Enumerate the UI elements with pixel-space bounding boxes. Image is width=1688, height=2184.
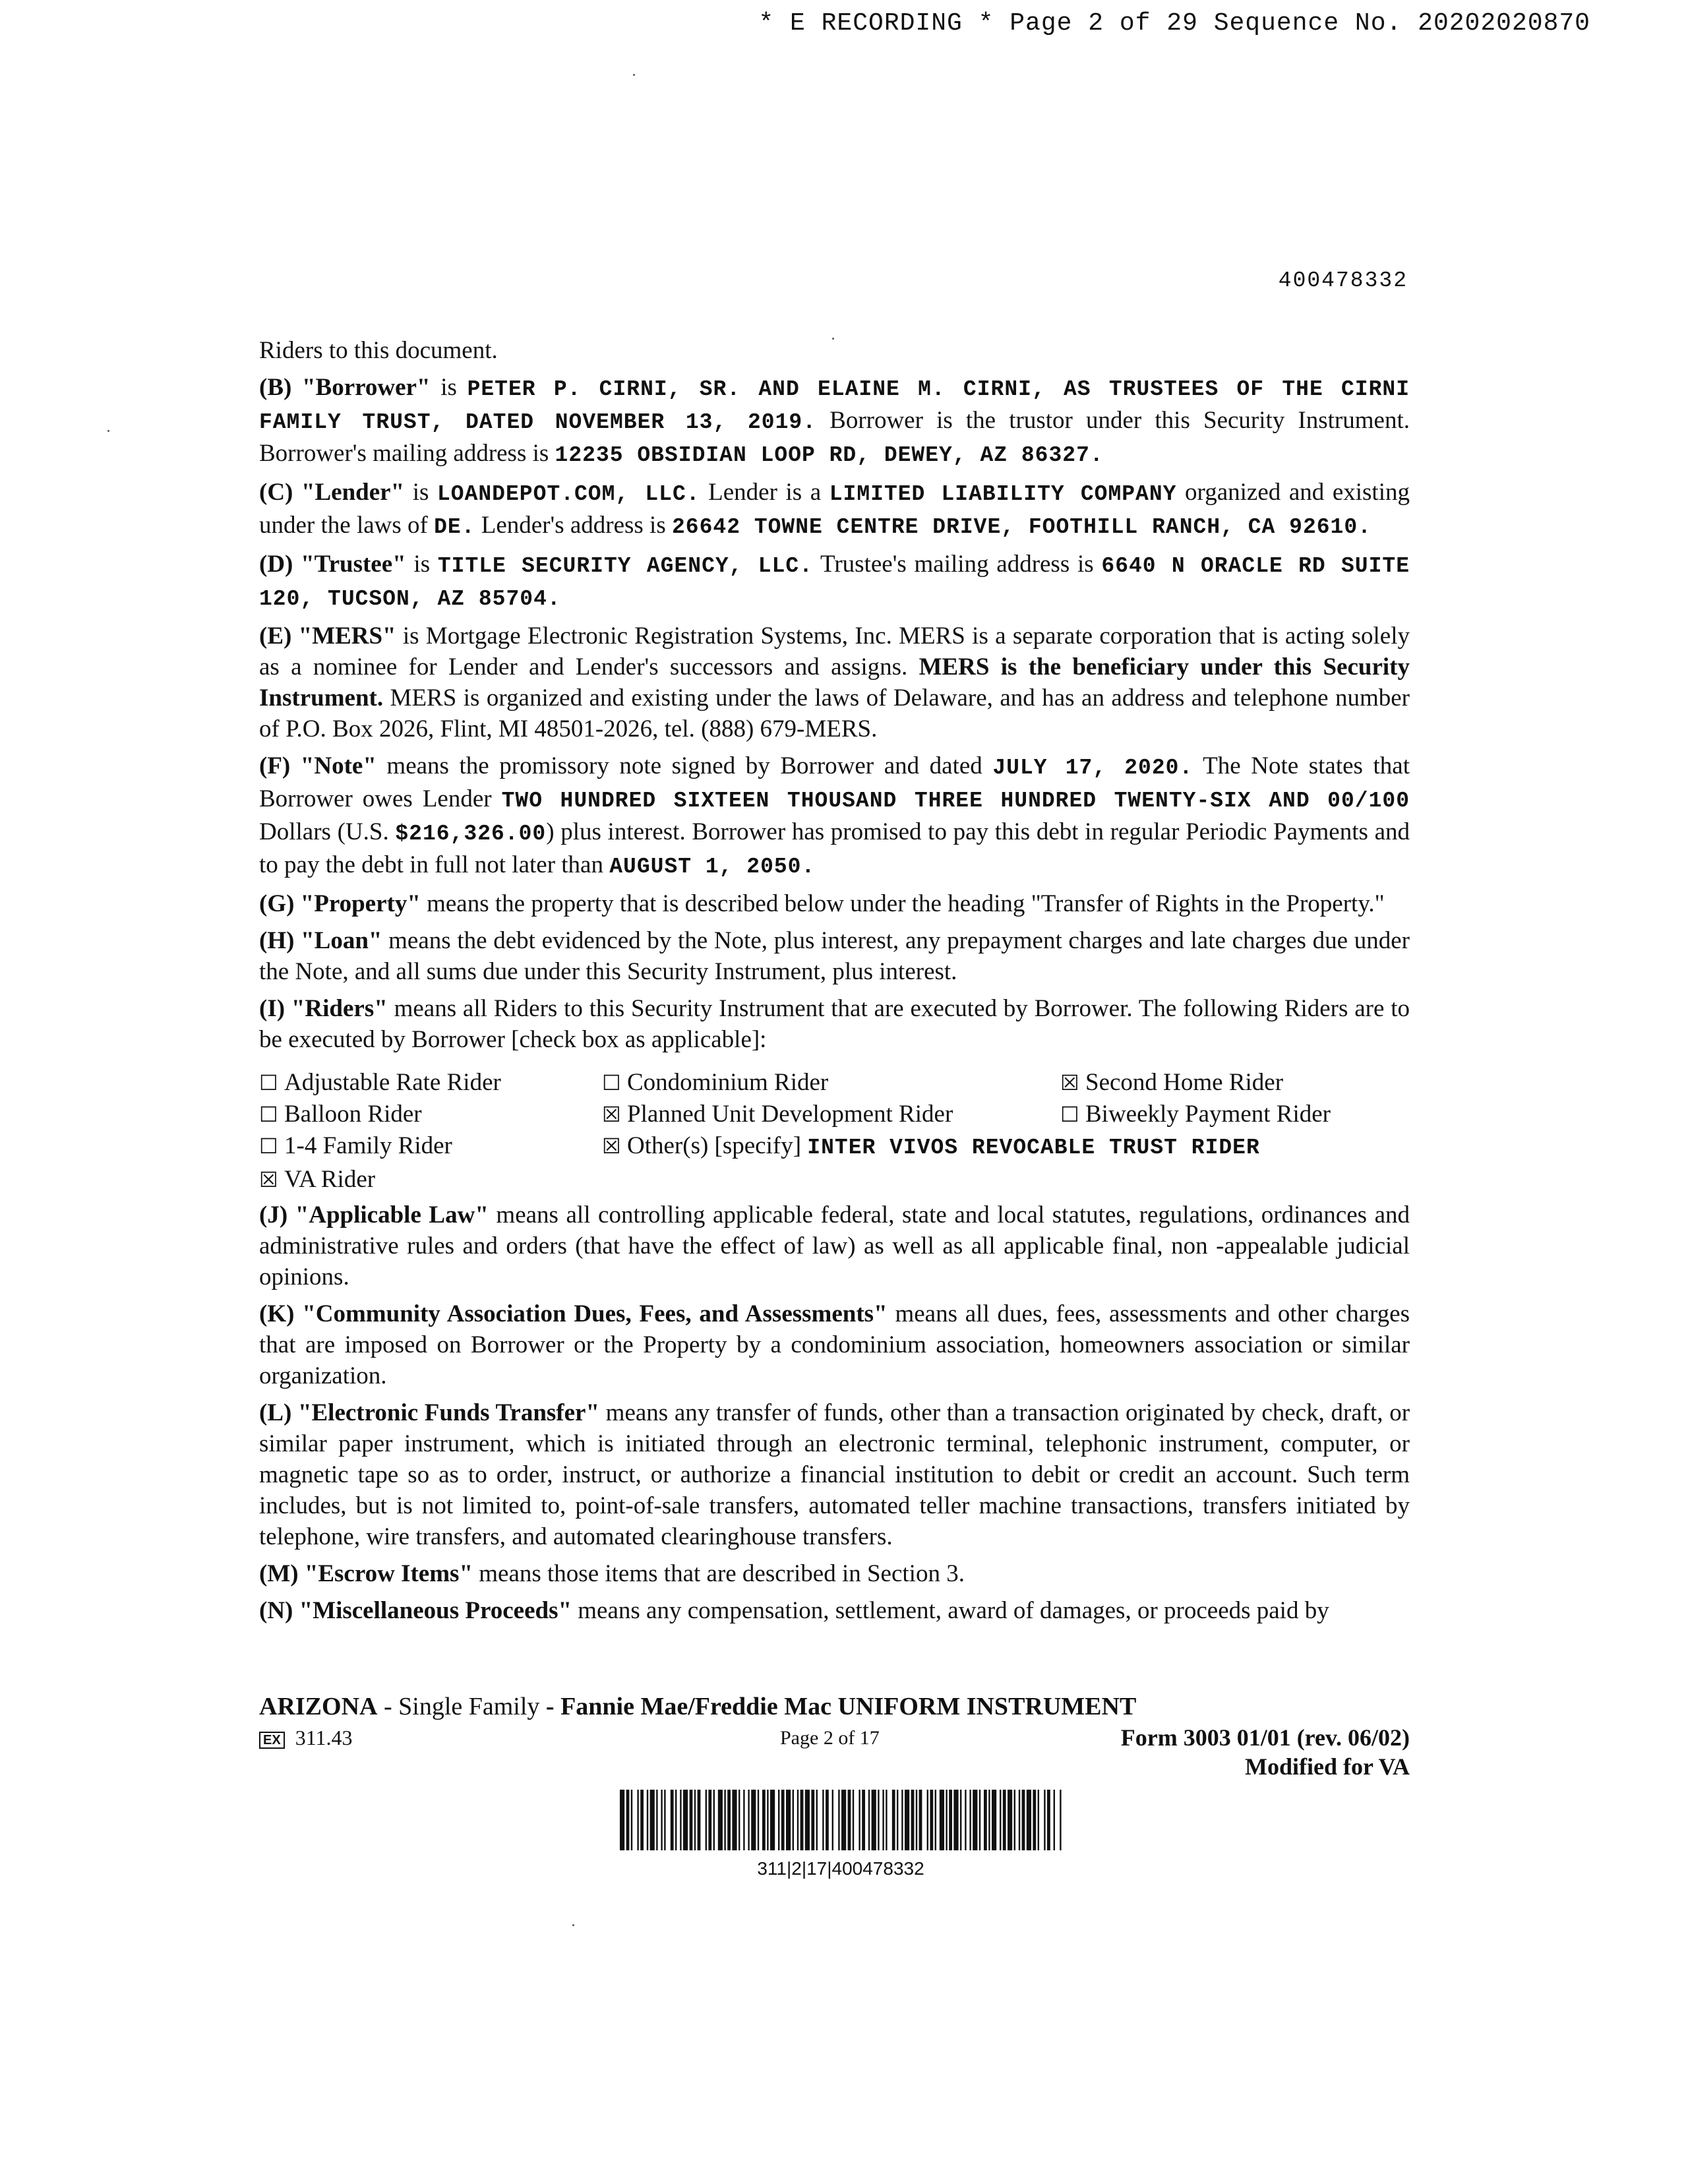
section-escrow-items: (M) "Escrow Items" means those items that are described in Section 3. bbox=[259, 1560, 965, 1587]
section-note: (F) "Note" means the promissory note signed by Borrower and dated JULY 17, 2020. The Note states that Borrower owes Lender TWO HUNDRED SIXTEEN THOUSAND THREE HUNDRED TWENTY-SIX AND 00/100 Dollars (U.S. $216,326.00) plus interest. Borrower has promised to pay this debt in regular Periodic Payments and to pay the debt in full not later than AUGUST 1, 2050. bbox=[259, 752, 1410, 879]
section-electronic-funds: (L) "Electronic Funds Transfer" means any transfer of funds, other than a transaction originated by check, draft, or similar paper instrument, which is initiated through an electronic terminal, telephonic instrument, computer, or magnetic tape so as to order, instruct, or authorize a financial institution to debit or credit an account. Such term includes, but is not limited to, point-of-sale transfers, automated teller machine transactions, transfers initiated by telephone, wire transfers, and automated clearinghouse transfers. bbox=[259, 1399, 1410, 1550]
rider-option: ☒ VA Rider bbox=[259, 1164, 602, 1196]
rider-option: ☒ Planned Unit Development Rider bbox=[602, 1099, 1060, 1130]
section-label: (B) "Borrower" bbox=[259, 374, 431, 401]
footer-title: ARIZONA - Single Family - Fannie Mae/Freddie Mac UNIFORM INSTRUMENT bbox=[259, 1693, 1137, 1720]
footer-row bbox=[259, 1722, 1410, 1751]
rider-option: ☐ 1-4 Family Rider bbox=[259, 1130, 602, 1164]
section-label: (H) "Loan" bbox=[259, 927, 382, 954]
scan-speck bbox=[572, 1924, 574, 1926]
rider-option: ☐ Balloon Rider bbox=[259, 1099, 602, 1130]
checkbox-checked-icon[interactable]: ☒ bbox=[259, 1167, 278, 1192]
checkbox-icon[interactable]: ☐ bbox=[602, 1070, 621, 1095]
section-label: (E) "MERS" bbox=[259, 622, 396, 650]
checkbox-icon[interactable]: ☐ bbox=[259, 1102, 278, 1127]
section-label: (M) "Escrow Items" bbox=[259, 1560, 473, 1587]
ex-logo-icon: EX bbox=[259, 1732, 285, 1749]
section-label: (K) "Community Association Dues, Fees, and Assessments" bbox=[259, 1300, 888, 1327]
trustee-address: 6640 N ORACLE RD SUITE 120, TUCSON, AZ 85704. bbox=[259, 554, 1410, 611]
lender-address: 26642 TOWNE CENTRE DRIVE, FOOTHILL RANCH, CA 92610. bbox=[672, 515, 1372, 539]
riders-checklist bbox=[259, 1067, 1410, 1196]
section-label: (L) "Electronic Funds Transfer" bbox=[259, 1399, 600, 1426]
form-footer bbox=[259, 1691, 1410, 1782]
section-lender: (C) "Lender" is LOANDEPOT.COM, LLC. Lender is a LIMITED LIABILITY COMPANY organized and existing under the laws of DE. Lender's address is 26642 TOWNE CENTRE DRIVE, FOOTHILL RANCH, CA 92610. bbox=[259, 479, 1410, 539]
checkbox-checked-icon[interactable]: ☒ bbox=[1060, 1070, 1079, 1095]
borrower-address: 12235 OBSIDIAN LOOP RD, DEWEY, AZ 86327. bbox=[555, 443, 1104, 468]
scan-speck bbox=[633, 74, 635, 76]
section-label: (J) "Applicable Law" bbox=[259, 1201, 489, 1228]
lender-entity-type: LIMITED LIABILITY COMPANY bbox=[829, 482, 1177, 506]
rider-option: ☐ Adjustable Rate Rider bbox=[259, 1067, 602, 1099]
section-label: (D) "Trustee" bbox=[259, 551, 406, 578]
section-label: (N) "Miscellaneous Proceeds" bbox=[259, 1597, 572, 1624]
loan-number: 400478332 bbox=[1278, 268, 1408, 293]
lender-name: LOANDEPOT.COM, LLC. bbox=[437, 482, 700, 506]
section-community-dues: (K) "Community Association Dues, Fees, and Assessments" means all dues, fees, assessments and other charges that are imposed on Borrower or the Property by a condominium association, homeowners association or similar organization. bbox=[259, 1300, 1410, 1389]
section-mers: (E) "MERS" is Mortgage Electronic Registration Systems, Inc. MERS is a separate corporation that is acting solely as a nominee for Lender and Lender's successors and assigns. MERS is the beneficiary under this Security Instrument. MERS is organized and existing under the laws of Delaware, and has an address and telephone number of P.O. Box 2026, Flint, MI 48501-2026, tel. (888) 679-MERS. bbox=[259, 622, 1410, 743]
intro-line: Riders to this document. bbox=[259, 337, 498, 364]
section-label: (I) "Riders" bbox=[259, 995, 388, 1022]
other-rider-specify: INTER VIVOS REVOCABLE TRUST RIDER bbox=[807, 1136, 1260, 1160]
document-body bbox=[259, 335, 1410, 1632]
loan-amount: $216,326.00 bbox=[395, 822, 547, 846]
rider-option: ☒ Second Home Rider bbox=[1060, 1067, 1410, 1099]
section-misc-proceeds: (N) "Miscellaneous Proceeds" means any compensation, settlement, award of damages, or proceeds paid by bbox=[259, 1597, 1329, 1624]
maturity-date: AUGUST 1, 2050. bbox=[609, 855, 816, 879]
form-number: Form 3003 01/01 (rev. 06/02) bbox=[1120, 1724, 1410, 1751]
note-date: JULY 17, 2020. bbox=[992, 756, 1193, 780]
rider-option: ☒ Other(s) [specify] INTER VIVOS REVOCABLE TRUST RIDER bbox=[602, 1130, 1410, 1164]
amount-words: TWO HUNDRED SIXTEEN THOUSAND THREE HUNDRED TWENTY-SIX AND 00/100 bbox=[501, 789, 1410, 813]
section-label: (C) "Lender" bbox=[259, 479, 405, 506]
lender-state: DE. bbox=[434, 515, 475, 539]
section-loan: (H) "Loan" means the debt evidenced by the Note, plus interest, any prepayment charges and late charges due under the Note, and all sums due under this Security Instrument, plus interest. bbox=[259, 927, 1410, 985]
checkbox-checked-icon[interactable]: ☒ bbox=[602, 1134, 621, 1159]
section-applicable-law: (J) "Applicable Law" means all controlling applicable federal, state and local statutes, regulations, ordinances and administrative rules and orders (that have the effect of law) as well as all applicable final, non -appealable judicial opinions. bbox=[259, 1201, 1410, 1290]
modified-note: Modified for VA bbox=[1244, 1753, 1410, 1780]
rider-option: ☐ Biweekly Payment Rider bbox=[1060, 1099, 1410, 1130]
section-label: (G) "Property" bbox=[259, 890, 421, 917]
checkbox-icon[interactable]: ☐ bbox=[259, 1070, 278, 1095]
mers-beneficiary-statement: MERS is the beneficiary under this Security Instrument. bbox=[259, 653, 1410, 712]
barcode-icon bbox=[620, 1790, 1062, 1850]
page-indicator: Page 2 of 17 bbox=[780, 1727, 880, 1749]
scan-speck bbox=[832, 338, 834, 340]
section-property: (G) "Property" means the property that is described below under the heading "Transfer of Rights in the Property." bbox=[259, 890, 1385, 917]
form-code: EX 311.43 bbox=[259, 1722, 353, 1753]
trustee-name: TITLE SECURITY AGENCY, LLC. bbox=[437, 554, 813, 578]
borrower-name: PETER P. CIRNI, SR. AND ELAINE M. CIRNI, AS TRUSTEES OF THE CIRNI FAMILY TRUST, DATED NOVEMBER 13, 2019. bbox=[259, 377, 1410, 435]
checkbox-checked-icon[interactable]: ☒ bbox=[602, 1102, 621, 1127]
barcode-text: 311|2|17|400478332 bbox=[757, 1858, 924, 1879]
section-trustee: (D) "Trustee" is TITLE SECURITY AGENCY, LLC. Trustee's mailing address is 6640 N ORACLE RD SUITE 120, TUCSON, AZ 85704. bbox=[259, 551, 1410, 611]
section-borrower: (B) "Borrower" is PETER P. CIRNI, SR. AND ELAINE M. CIRNI, AS TRUSTEES OF THE CIRNI FAMILY TRUST, DATED NOVEMBER 13, 2019. Borrower is the trustor under this Security Instrument. Borrower's mailing address is 12235 OBSIDIAN LOOP RD, DEWEY, AZ 86327. bbox=[259, 374, 1410, 468]
rider-option: ☐ Condominium Rider bbox=[602, 1067, 1060, 1099]
scan-speck bbox=[107, 430, 109, 432]
recording-header: * E RECORDING * Page 2 of 29 Sequence No. 20202020870 bbox=[758, 9, 1590, 38]
checkbox-icon[interactable]: ☐ bbox=[259, 1134, 278, 1159]
section-riders: (I) "Riders" means all Riders to this Security Instrument that are executed by Borrower. The following Riders are to be executed by Borrower [check box as applicable]: bbox=[259, 995, 1410, 1053]
checkbox-icon[interactable]: ☐ bbox=[1060, 1102, 1079, 1127]
section-label: (F) "Note" bbox=[259, 752, 377, 779]
